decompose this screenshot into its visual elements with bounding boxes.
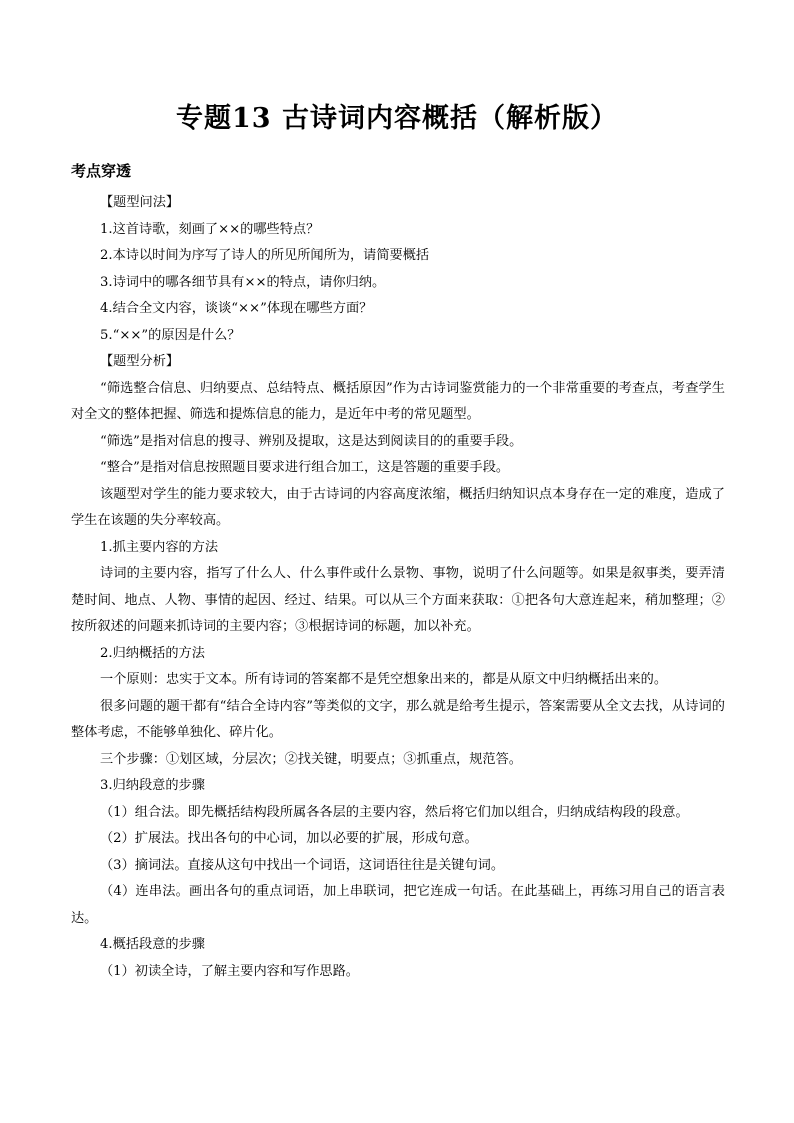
step-item: （4）连串法。画出各句的重点词语，加上串联词，把它连成一句话。在此基础上，再练习用自己的语言表达。 bbox=[71, 884, 725, 926]
document-body bbox=[71, 190, 725, 985]
analysis-paragraph: “整合”是指对信息按照题目要求进行组合加工，这是答题的重要手段。 bbox=[100, 460, 510, 475]
question-item: 5.“××”的原因是什么？ bbox=[100, 327, 241, 343]
method-paragraph: 诗词的主要内容，指写了什么人、什么事件或什么景物、事物，说明了什么问题等。如果是叙事类，要弄清楚时间、地点、人物、事情的起因、经过、结果。可以从三个方面来获取：①把各句大意连起来，稍加整理；②按所叙述的问题来抓诗词的主要内容；③根据诗词的标题，加以补充。 bbox=[71, 566, 725, 634]
analysis-paragraph: 该题型对学生的能力要求较大，由于古诗词的内容高度浓缩，概括归纳知识点本身存在一定的难度，造成了学生在该题的失分率较高。 bbox=[71, 486, 725, 528]
method-heading: 2.归纳概括的方法 bbox=[100, 645, 205, 661]
question-item: 2.本诗以时间为序写了诗人的所见所闻所为，请简要概括 bbox=[100, 248, 430, 263]
method-paragraph: 三个步骤：①划区域，分层次；②找关键，明要点；③抓重点，规范答。 bbox=[100, 751, 522, 767]
document-title: 专题13 古诗词内容概括（解析版） bbox=[176, 103, 618, 134]
step-item: （1）初读全诗，了解主要内容和写作思路。 bbox=[100, 963, 359, 979]
section-heading: 考点穿透 bbox=[71, 162, 132, 180]
question-item: 4.结合全文内容，谈谈“××”体现在哪些方面？ bbox=[100, 301, 373, 316]
method-paragraph: 很多问题的题干都有“结合全诗内容”等类似的文字，那么就是给考生提示，答案需要从全文去找，从诗词的整体考虑，不能够单独化、碎片化。 bbox=[71, 698, 725, 740]
analysis-heading: 【题型分析】 bbox=[100, 354, 180, 369]
step-item: （3）摘词法。直接从这句中找出一个词语，这词语往往是关键句词。 bbox=[100, 857, 505, 873]
step-item: （1）组合法。即先概括结构段所属各各层的主要内容，然后将它们加以组合，归纳成结构段的段意。 bbox=[100, 804, 689, 820]
method-heading: 4.概括段意的步骤 bbox=[100, 937, 205, 952]
analysis-paragraph: “筛选整合信息、归纳要点、总结特点、概括原因”作为古诗词鉴赏能力的一个非常重要的考查点，考查学生对全文的整体把握、筛选和提炼信息的能力，是近年中考的常见题型。 bbox=[71, 380, 725, 422]
method-heading: 3.归纳段意的步骤 bbox=[100, 778, 205, 793]
analysis-paragraph: “筛选”是指对信息的搜寻、辨别及提取，这是达到阅读目的的重要手段。 bbox=[100, 433, 523, 449]
question-item: 1.这首诗歌，刻画了××的哪些特点？ bbox=[100, 221, 320, 237]
method-paragraph: 一个原则：忠实于文本。所有诗词的答案都不是凭空想象出来的，都是从原文中归纳概括出来的。 bbox=[100, 672, 668, 687]
question-item: 3.诗词中的哪各细节具有××的特点，请你归纳。 bbox=[100, 274, 386, 290]
method-heading: 1.抓主要内容的方法 bbox=[100, 539, 219, 555]
question-types-heading: 【题型问法】 bbox=[100, 195, 180, 210]
step-item: （2）扩展法。找出各句的中心词，加以必要的扩展，形成句意。 bbox=[100, 831, 478, 846]
